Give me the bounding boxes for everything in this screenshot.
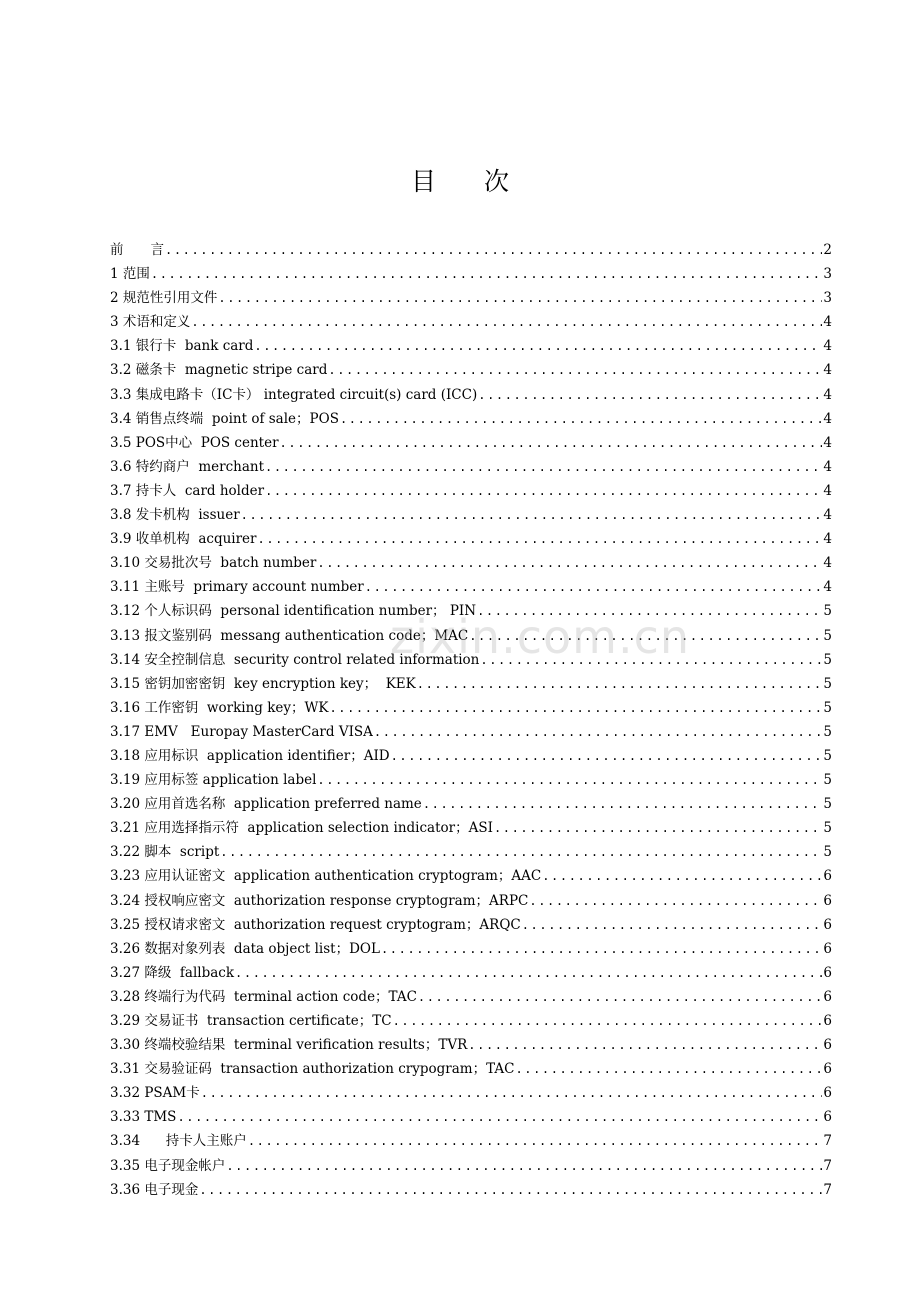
toc-entry-label: 3.27 降级 fallback: [110, 964, 235, 981]
toc-entry[interactable]: [110, 963, 832, 987]
toc-leader-dots: [220, 842, 822, 862]
toc-entry[interactable]: [110, 288, 832, 312]
toc-entry[interactable]: [110, 553, 832, 577]
toc-entry[interactable]: [110, 360, 832, 384]
toc-entry[interactable]: [110, 818, 832, 842]
toc-entry-page: 4: [823, 507, 832, 524]
toc-entry-page: 4: [823, 410, 832, 427]
toc-leader-dots: [340, 409, 822, 429]
toc-entry-label: 3.16 工作密钥 working key；WK: [110, 699, 329, 716]
toc-entry-page: 5: [823, 603, 832, 620]
toc-entry[interactable]: [110, 1107, 832, 1131]
toc-entry-page: 6: [823, 892, 832, 909]
toc-entry-label: 3.24 授权响应密文 authorization response cryptogram；ARPC: [110, 892, 529, 909]
toc-entry[interactable]: [110, 336, 832, 360]
toc-entry-page: 6: [823, 868, 832, 885]
toc-entry-page: 5: [823, 844, 832, 861]
toc-entry[interactable]: [110, 698, 832, 722]
toc-entry-page: 7: [823, 1181, 832, 1198]
toc-entry[interactable]: [110, 891, 832, 915]
toc-entry-label: 3.26 数据对象列表 data object list；DOL: [110, 940, 380, 957]
toc-entry-page: 5: [823, 651, 832, 668]
toc-entry-page: 6: [823, 988, 832, 1005]
toc-entry-label: 3.2 磁条卡 magnetic stripe card: [110, 362, 328, 379]
toc-leader-dots: [391, 746, 823, 766]
toc-leader-dots: [328, 360, 822, 380]
toc-entry-page: 5: [823, 723, 832, 740]
toc-leader-dots: [218, 288, 822, 308]
toc-leader-dots: [317, 553, 822, 573]
toc-entry-label: 3.23 应用认证密文 application authentication cryptogram；AAC: [110, 868, 542, 885]
toc-entry-page: 3: [823, 290, 832, 307]
toc-entry[interactable]: [110, 842, 832, 866]
toc-entry-label: 3.19 应用标签 application label: [110, 772, 317, 789]
toc-entry-label: 3.1 银行卡 bank card: [110, 338, 254, 355]
toc-entry-label: 3.31 交易验证码 transaction authorization crypogram；TAC: [110, 1061, 515, 1078]
toc-leader-dots: [529, 891, 822, 911]
toc-entry-label: 3.17 EMV Europay MasterCard VISA: [110, 723, 373, 740]
toc-entry-page: 4: [823, 531, 832, 548]
toc-entry-page: 5: [823, 772, 832, 789]
toc-entry-page: 5: [823, 675, 832, 692]
toc-leader-dots: [365, 577, 823, 597]
toc-entry-page: 4: [823, 362, 832, 379]
toc-leader-dots: [393, 1011, 823, 1031]
toc-entry-label: 3.4 销售点终端 point of sale；POS: [110, 410, 339, 427]
toc-entry-label: 3.14 安全控制信息 security control related information: [110, 651, 480, 668]
toc-entry[interactable]: [110, 1131, 832, 1155]
toc-entry-label: 前 言: [110, 242, 164, 258]
toc-entry[interactable]: [110, 1059, 832, 1083]
toc-entry[interactable]: [110, 433, 832, 457]
toc-leader-dots: [417, 674, 823, 694]
toc-entry-page: 4: [823, 338, 832, 355]
toc-leader-dots: [515, 1059, 822, 1079]
toc-entry-label: 3.36 电子现金: [110, 1181, 199, 1198]
toc-entry[interactable]: [110, 1011, 832, 1035]
toc-leader-dots: [165, 240, 822, 260]
toc-entry-page: 6: [823, 964, 832, 981]
toc-entry-page: 7: [823, 1133, 832, 1150]
toc-entry-page: 6: [823, 1109, 832, 1126]
toc-entry-label: 1 范围: [110, 266, 150, 283]
toc-entry[interactable]: [110, 1180, 832, 1204]
toc-entry[interactable]: [110, 746, 832, 770]
toc-entry-label: 3.28 终端行为代码 terminal action code；TAC: [110, 988, 417, 1005]
toc-leader-dots: [201, 1083, 823, 1103]
toc-entry[interactable]: [110, 794, 832, 818]
toc-leader-dots: [191, 312, 822, 332]
toc-entry-label: 3.21 应用选择指示符 application selection indicator；ASI: [110, 820, 493, 837]
toc-entry-label: 3.33 TMS: [110, 1109, 177, 1126]
toc-entry[interactable]: [110, 264, 832, 288]
toc-entry[interactable]: [110, 240, 832, 264]
toc-entry-label: 3.29 交易证书 transaction certificate；TC: [110, 1013, 392, 1029]
toc-leader-dots: [494, 818, 822, 838]
toc-leader-dots: [254, 336, 822, 356]
toc-entry-label: 3.22 脚本 script: [110, 844, 220, 861]
toc-entry[interactable]: [110, 770, 832, 794]
toc-leader-dots: [241, 505, 823, 525]
toc-entry[interactable]: [110, 722, 832, 746]
toc-entry[interactable]: [110, 1156, 832, 1180]
toc-leader-dots: [381, 939, 822, 959]
toc-leader-dots: [468, 1035, 822, 1055]
toc-entry[interactable]: [110, 312, 832, 336]
toc-entry-label: 3.6 特约商户 merchant: [110, 458, 265, 475]
toc-entry-label: 3.35 电子现金帐户: [110, 1157, 226, 1174]
toc-entry-label: 3.5 POS中心 POS center: [110, 434, 279, 451]
toc-entry-page: 4: [823, 482, 832, 499]
toc-leader-dots: [374, 722, 823, 742]
toc-entry-label: 3.8 发卡机构 issuer: [110, 507, 240, 524]
toc-leader-dots: [522, 915, 823, 935]
toc-entry[interactable]: [110, 505, 832, 529]
toc-leader-dots: [423, 794, 823, 814]
toc-entry[interactable]: [110, 481, 832, 505]
page-title: [0, 162, 920, 198]
toc-entry[interactable]: [110, 866, 832, 890]
toc-leader-dots: [199, 1180, 822, 1200]
toc-entry-page: 6: [823, 1061, 832, 1078]
toc-entry[interactable]: [110, 1035, 832, 1059]
table-of-contents: [110, 240, 832, 1204]
toc-entry[interactable]: [110, 674, 832, 698]
toc-leader-dots: [329, 698, 822, 718]
watermark: zixin.com.cn: [390, 610, 691, 664]
toc-entry-label: 3.10 交易批次号 batch number: [110, 555, 317, 572]
toc-entry-page: 5: [823, 627, 832, 644]
toc-entry-label: 2 规范性引用文件: [110, 290, 218, 307]
toc-entry-page: 4: [823, 314, 832, 331]
toc-entry-page: 6: [823, 1013, 832, 1029]
toc-entry-page: 2: [823, 242, 832, 258]
toc-entry-page: 6: [823, 916, 832, 933]
toc-entry-label: 3.18 应用标识 application identifier；AID: [110, 747, 390, 764]
toc-entry-page: 4: [823, 579, 832, 596]
toc-entry-label: 3.25 授权请求密文 authorization request cryptogram；ARQC: [110, 916, 521, 933]
toc-entry[interactable]: [110, 385, 832, 409]
toc-entry[interactable]: [110, 457, 832, 481]
toc-entry-page: 5: [823, 796, 832, 813]
toc-entry-label: 3.9 收单机构 acquirer: [110, 531, 257, 548]
toc-entry-label: 3.11 主账号 primary account number: [110, 579, 364, 596]
toc-entry-page: 4: [823, 458, 832, 475]
toc-entry-page: 5: [823, 820, 832, 837]
toc-leader-dots: [248, 1131, 823, 1151]
toc-entry[interactable]: [110, 987, 832, 1011]
toc-entry-page: 4: [823, 555, 832, 572]
toc-entry[interactable]: [110, 577, 832, 601]
toc-leader-dots: [280, 433, 823, 453]
toc-entry-label: 3.32 PSAM卡: [110, 1085, 200, 1102]
toc-entry-label: 3.20 应用首选名称 application preferred name: [110, 796, 422, 813]
toc-entry-label: 3.15 密钥加密密钥 key encryption key； KEK: [110, 675, 416, 692]
toc-entry-label: 3.7 持卡人 card holder: [110, 482, 265, 499]
toc-leader-dots: [177, 1107, 822, 1127]
toc-entry[interactable]: [110, 939, 832, 963]
toc-entry-page: 4: [823, 386, 832, 403]
toc-entry-page: 7: [823, 1157, 832, 1174]
toc-leader-dots: [418, 987, 823, 1007]
toc-entry-label: 3.13 报文鉴别码 messang authentication code；MAC: [110, 627, 469, 644]
toc-entry-label: 3 术语和定义: [110, 314, 191, 331]
toc-leader-dots: [235, 963, 822, 983]
toc-entry-page: 4: [823, 434, 832, 451]
toc-leader-dots: [317, 770, 822, 790]
title-char-1: 目: [410, 167, 436, 196]
toc-entry-label: 3.34 持卡人主账户: [110, 1133, 247, 1150]
toc-entry[interactable]: [110, 409, 832, 433]
toc-leader-dots: [265, 481, 822, 501]
toc-entry-label: 3.30 终端校验结果 terminal verification results；TVR: [110, 1037, 468, 1054]
toc-leader-dots: [151, 264, 823, 284]
toc-leader-dots: [265, 457, 822, 477]
toc-entry[interactable]: [110, 915, 832, 939]
toc-leader-dots: [258, 529, 823, 549]
toc-entry-page: 6: [823, 1085, 832, 1102]
toc-entry-page: 3: [823, 266, 832, 283]
toc-leader-dots: [478, 385, 822, 405]
toc-entry-label: 3.12 个人标识码 personal identification number； PIN: [110, 603, 477, 620]
toc-leader-dots: [226, 1156, 822, 1176]
toc-entry[interactable]: [110, 1083, 832, 1107]
toc-entry-page: 5: [823, 699, 832, 716]
toc-entry-label: 3.3 集成电路卡（IC卡） integrated circuit(s) card (ICC): [110, 386, 478, 403]
toc-entry[interactable]: [110, 529, 832, 553]
toc-leader-dots: [542, 866, 822, 886]
toc-entry-page: 5: [823, 747, 832, 764]
toc-entry-page: 6: [823, 1037, 832, 1054]
title-char-2: 次: [484, 167, 510, 196]
toc-entry-page: 6: [823, 940, 832, 957]
